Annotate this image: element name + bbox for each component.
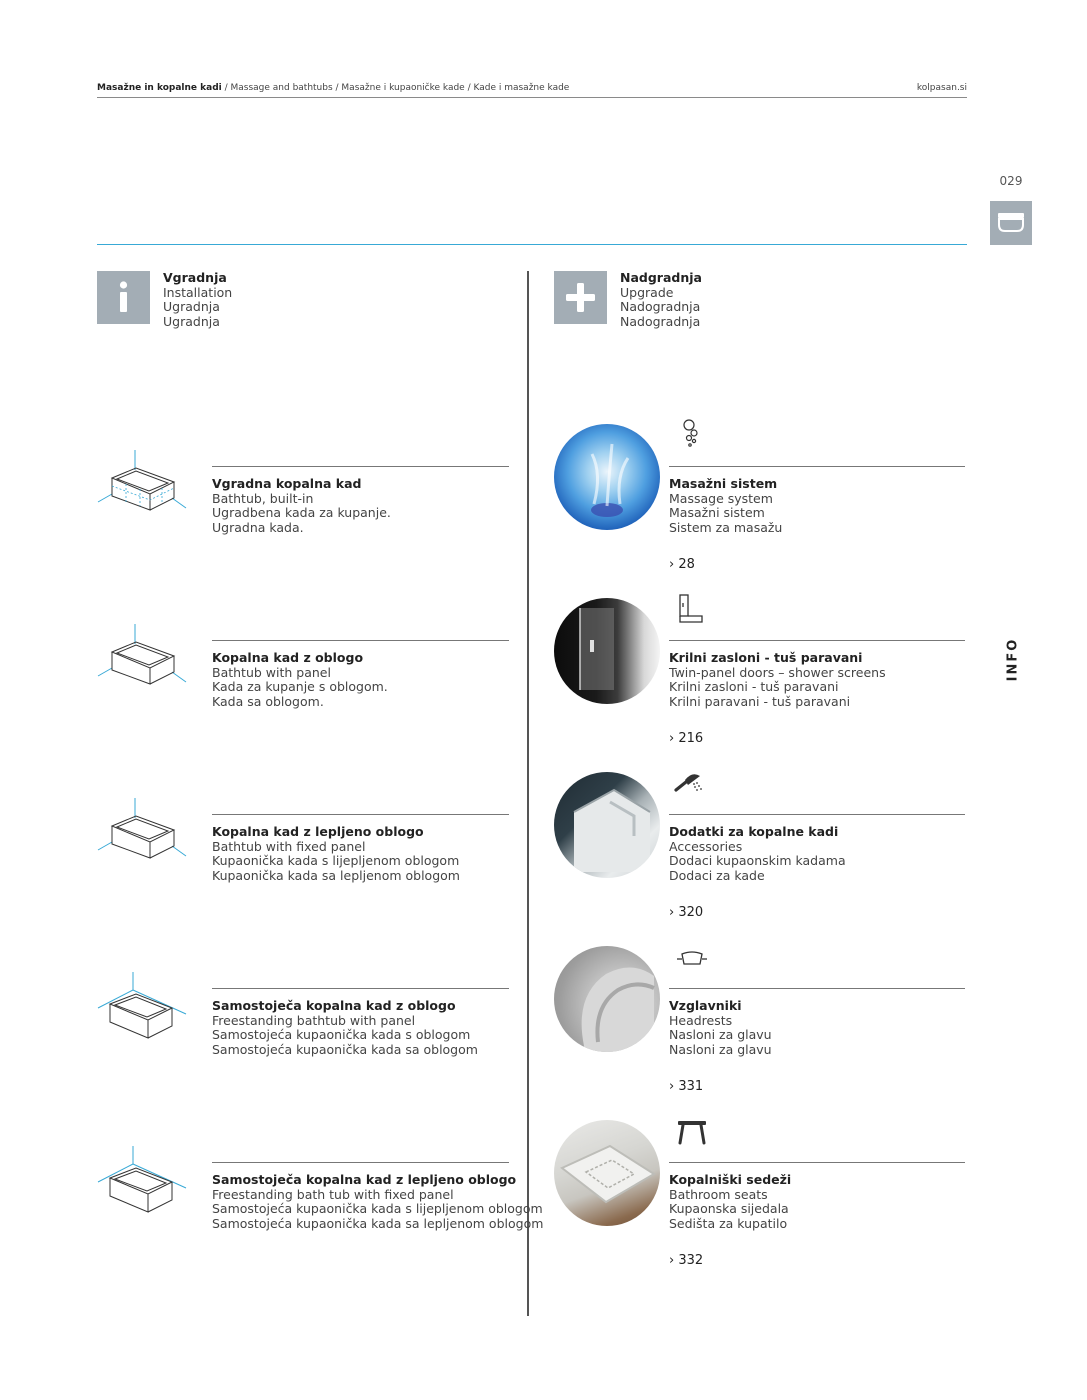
section-subtitle: Ugradnja (163, 314, 220, 330)
page-reference-link[interactable] (669, 557, 695, 572)
section-rule (97, 244, 967, 245)
shower-screen-icon (676, 592, 708, 624)
column-divider (527, 271, 529, 1316)
item-rule (669, 988, 965, 989)
chevron-right-icon: › (669, 1079, 675, 1094)
item-line: Kupaonička kada sa lepljenom oblogom (212, 868, 460, 884)
item-rule (212, 466, 509, 467)
bath-seat-icon (676, 1116, 708, 1148)
item-line: Kada sa oblogom. (212, 694, 324, 710)
section-subtitle: Nadogradnja (620, 299, 701, 315)
page-reference-link[interactable] (669, 905, 703, 920)
info-side-label: INFO (1005, 637, 1021, 682)
item-line: Ugradna kada. (212, 520, 304, 536)
item-line: Krilni zasloni - tuš paravani (669, 679, 839, 695)
item-line: Kada za kupanje s oblogom. (212, 679, 388, 695)
info-icon (97, 271, 150, 324)
item-title: Samostoječa kopalna kad z lepljeno oblogo (212, 1172, 517, 1187)
item-line: Kupaonska sijedala (669, 1201, 789, 1217)
bathtub-panel-icon (96, 622, 196, 702)
item-line: Masažni sistem (669, 505, 765, 521)
item-rule (212, 1162, 509, 1163)
item-title: Krilni zasloni - tuš paravani (669, 650, 863, 665)
item-line: Krilni paravani - tuš paravani (669, 694, 851, 710)
chevron-right-icon: › (669, 731, 675, 746)
accessories-photo (554, 772, 660, 878)
hand-shower-icon (674, 768, 706, 800)
item-title: Masažni sistem (669, 476, 778, 491)
chevron-right-icon: › (669, 1253, 675, 1268)
page-reference-number: 216 (678, 731, 704, 746)
item-title: Kopalna kad z lepljeno oblogo (212, 824, 424, 839)
item-line: Twin-panel doors – shower screens (669, 664, 886, 680)
item-line: Dodaci za kade (669, 868, 765, 884)
page-reference-number: 331 (678, 1079, 704, 1094)
item-title: Kopalna kad z oblogo (212, 650, 364, 665)
item-line: Samostojeća kupaonička kada s lijepljenom oblogom (212, 1201, 543, 1217)
page-reference-link[interactable] (669, 731, 703, 746)
item-title: Dodatki za kopalne kadi (669, 824, 839, 839)
freestanding-bathtub-panel-icon (96, 970, 196, 1050)
item-line: Headrests (669, 1012, 733, 1028)
item-title: Vzglavniki (669, 998, 742, 1013)
section-subtitle: Installation (163, 284, 233, 300)
item-rule (212, 988, 509, 989)
item-line: Samostojeća kupaonička kada s oblogom (212, 1027, 471, 1043)
item-line: Freestanding bathtub with panel (212, 1012, 416, 1028)
breadcrumb-current: Masažne in kopalne kadi (97, 83, 222, 93)
item-rule (669, 1162, 965, 1163)
freestanding-bathtub-fixed-panel-icon (96, 1144, 196, 1224)
page-header (97, 82, 967, 98)
breadcrumb-translations: / Massage and bathtubs / Masažne i kupaoničke kade / Kade i masažne kade (221, 83, 570, 93)
shower-screen-photo (554, 598, 660, 704)
bathtub-fixed-panel-icon (96, 796, 196, 876)
item-line: Accessories (669, 838, 743, 854)
item-rule (212, 640, 509, 641)
section-subtitle: Nadogradnja (620, 314, 701, 330)
item-line: Bathroom seats (669, 1186, 768, 1202)
page-number: 029 (999, 174, 1023, 188)
item-line: Dodaci kupaonskim kadama (669, 853, 846, 869)
bath-seat-photo (554, 1120, 660, 1226)
section-subtitle: Upgrade (620, 284, 674, 300)
item-title: Vgradna kopalna kad (212, 476, 362, 491)
item-line: Bathtub, built-in (212, 490, 314, 506)
item-line: Massage system (669, 490, 773, 506)
item-line: Samostojeća kupaonička kada sa oblogom (212, 1042, 478, 1058)
item-title: Samostoječa kopalna kad z oblogo (212, 998, 456, 1013)
headrest-photo (554, 946, 660, 1052)
item-line: Sedišta za kupatilo (669, 1216, 788, 1232)
section-title: Nadgradnja (620, 270, 702, 285)
page-reference-link[interactable] (669, 1079, 703, 1094)
info-side-tab[interactable] (1001, 637, 1023, 682)
built-in-bathtub-icon (96, 448, 196, 528)
item-line: Bathtub with fixed panel (212, 838, 366, 854)
page-reference-number: 28 (678, 557, 695, 572)
item-line: Ugradbena kada za kupanje. (212, 505, 391, 521)
item-line: Bathtub with panel (212, 664, 331, 680)
item-title: Kopalniški sedeži (669, 1172, 792, 1187)
bathtub-tab-icon[interactable] (990, 201, 1032, 245)
section-subtitle: Ugradnja (163, 299, 220, 315)
page-reference-link[interactable] (669, 1253, 703, 1268)
page-reference-number: 332 (678, 1253, 704, 1268)
bubbles-icon (676, 418, 708, 450)
site-link[interactable]: kolpasan.si (916, 83, 967, 93)
chevron-right-icon: › (669, 557, 675, 572)
section-title: Vgradnja (163, 270, 227, 285)
massage-system-photo (554, 424, 660, 530)
page-reference-number: 320 (678, 905, 704, 920)
item-line: Nasloni za glavu (669, 1027, 772, 1043)
item-line: Freestanding bath tub with fixed panel (212, 1186, 454, 1202)
item-line: Nasloni za glavu (669, 1042, 772, 1058)
plus-icon (554, 271, 607, 324)
item-rule (669, 814, 965, 815)
item-rule (212, 814, 509, 815)
item-line: Sistem za masažu (669, 520, 783, 536)
item-line: Samostojeća kupaonička kada sa lepljenom oblogom (212, 1216, 544, 1232)
breadcrumb (97, 83, 569, 93)
headrest-icon (676, 942, 708, 974)
chevron-right-icon: › (669, 905, 675, 920)
item-line: Kupaonička kada s lijepljenom oblogom (212, 853, 460, 869)
item-rule (669, 466, 965, 467)
item-rule (669, 640, 965, 641)
